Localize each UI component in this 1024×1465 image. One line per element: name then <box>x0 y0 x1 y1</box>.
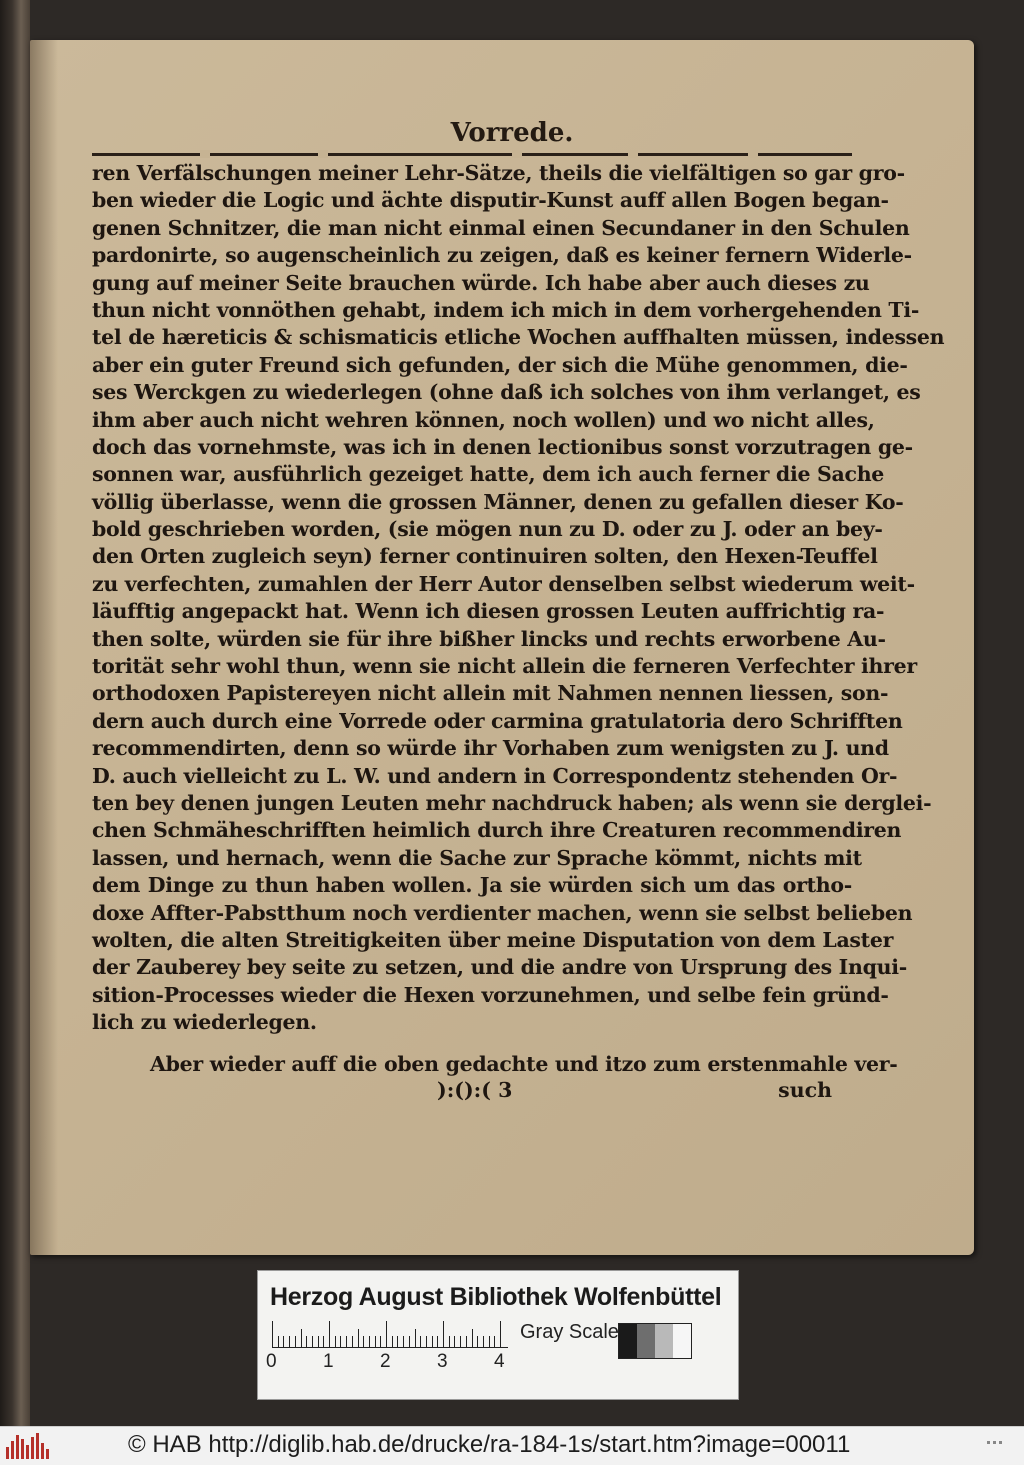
ruler-tick <box>358 1329 359 1347</box>
ruler-tick <box>375 1336 376 1347</box>
ruler-tick <box>306 1336 307 1347</box>
ruler-number: 3 <box>437 1351 448 1372</box>
ruler-tick <box>278 1336 279 1347</box>
text-line: recommendirten, denn so würde ihr Vorhaben zum wenigsten zu J. und <box>92 736 889 761</box>
hab-logo-icon <box>6 1433 50 1459</box>
text-line: gung auf meiner Seite brauchen würde. Ich habe aber auch dieses zu <box>92 270 870 295</box>
signature-mark: ):():( 3 <box>437 1077 513 1102</box>
page-footer <box>92 1078 852 1108</box>
ruler-tick <box>392 1336 393 1347</box>
copyright-url[interactable]: © HAB http://diglib.hab.de/drucke/ra-184-1s/start.htm?image=00011 <box>128 1431 851 1458</box>
ruler-tick <box>426 1336 427 1347</box>
ruler-tick <box>340 1336 341 1347</box>
status-bar <box>0 1426 1024 1465</box>
ruler-tick <box>272 1321 273 1347</box>
ruler-tick <box>283 1336 284 1347</box>
text-line: der Zauberey bey seite zu setzen, und die andre von Ursprung des Inqui- <box>92 955 907 980</box>
ruler-tick <box>454 1336 455 1347</box>
ruler-tick <box>432 1336 433 1347</box>
text-line: ses Werckgen zu wiederlegen (ohne daß ich solches von ihm verlanget, es <box>92 380 921 405</box>
text-line: lassen, und hernach, wenn die Sache zur Sprache kömmt, nichts mit <box>92 845 862 870</box>
text-line: sonnen war, ausführlich gezeiget hatte, dem ich auch ferner die Sache <box>92 462 885 487</box>
ruler-tick <box>477 1336 478 1347</box>
ruler-tick <box>318 1336 319 1347</box>
text-line: lich zu wiederlegen. <box>92 1010 317 1035</box>
text-line: den Orten zugleich seyn) ferner continuiren solten, den Hexen-Teuffel <box>92 544 878 569</box>
ruler-tick <box>352 1336 353 1347</box>
ruler-number: 2 <box>380 1351 391 1372</box>
text-line: ren Verfälschungen meiner Lehr-Sätze, theils die vielfältigen so gar gro- <box>92 161 905 185</box>
ruler-tick <box>403 1336 404 1347</box>
ruler-tick <box>369 1336 370 1347</box>
ruler-tick <box>397 1336 398 1347</box>
rule-break <box>318 150 328 158</box>
text-line: then solte, würden sie für ihre bißher lincks und rechts erworbene Au- <box>92 626 886 651</box>
ruler-tick <box>386 1321 387 1347</box>
rule-break <box>748 150 758 158</box>
paragraph-start: Aber wieder auff die oben gedachte und itzo zum erstenmahle ver- <box>150 1051 898 1076</box>
ruler-tick <box>301 1329 302 1347</box>
body-text <box>92 160 945 1108</box>
ruler-number: 4 <box>494 1351 505 1372</box>
text-line: torität sehr wohl thun, wenn sie nicht allein die ferneren Verfechter ihrer <box>92 654 917 679</box>
ruler-tick <box>472 1329 473 1347</box>
text-line: zu verfechten, zumahlen der Herr Autor denselben selbst wiederum weit- <box>92 571 915 596</box>
text-line: ten bey denen jungen Leuten mehr nachdruck haben; als wenn sie derglei- <box>92 790 932 815</box>
library-name: Herzog August Bibliothek Wolfenbüttel <box>270 1283 722 1311</box>
gray-scale-swatches <box>618 1323 692 1359</box>
text-line: tel de hæreticis & schismaticis etliche Wochen auffhalten müssen, indessen <box>92 325 945 350</box>
ruler-tick <box>409 1336 410 1347</box>
text-line: wolten, die alten Streitigkeiten über meine Disputation von dem Laster <box>92 927 894 952</box>
ruler-tick <box>494 1336 495 1347</box>
text-line: D. auch vielleicht zu L. W. und andern in Correspondentz stehenden Or- <box>92 763 898 788</box>
text-line: doch das vornehmste, was ich in denen lectionibus sonst vorzutragen ge- <box>92 434 913 459</box>
catchword: such <box>778 1077 832 1102</box>
gray-swatch <box>673 1324 691 1358</box>
ruler-tick <box>415 1329 416 1347</box>
ruler-tick <box>289 1336 290 1347</box>
ruler-tick <box>323 1336 324 1347</box>
text-line: genen Schnitzer, die man nicht einmal einen Secundaner in den Schulen <box>92 215 910 240</box>
gray-swatch <box>637 1324 655 1358</box>
text-line: chen Schmäheschrifften heimlich durch ihre Creaturen recommendiren <box>92 818 902 843</box>
ruler-tick <box>466 1336 467 1347</box>
text-line: bold geschrieben worden, (sie mögen nun zu D. oder zu J. oder an bey- <box>92 517 883 542</box>
text-line: orthodoxen Papistereyen nicht allein mit Nahmen nennen liessen, son- <box>92 681 889 706</box>
ruler-numbers <box>266 1351 526 1375</box>
ruler-tick <box>500 1321 501 1347</box>
book-spine <box>0 0 30 1426</box>
ruler-tick <box>483 1336 484 1347</box>
ruler-number: 0 <box>266 1351 277 1372</box>
ruler-tick <box>449 1336 450 1347</box>
ruler-tick <box>460 1336 461 1347</box>
text-line: ihm aber auch nicht wehren können, noch wollen) und wo nicht alles, <box>92 407 875 432</box>
rule-break <box>512 150 522 158</box>
ruler-number: 1 <box>323 1351 334 1372</box>
text-line: sition-Processes wieder die Hexen vorzunehmen, und selbe fein gründ- <box>92 982 889 1007</box>
gray-swatch <box>655 1324 673 1358</box>
page-gutter-shadow <box>30 40 58 1255</box>
ruler-tick <box>335 1336 336 1347</box>
ruler-tick <box>329 1321 330 1347</box>
text-line: dem Dinge zu thun haben wollen. Ja sie würden sich um das ortho- <box>92 873 852 898</box>
text-line: aber ein guter Freund sich gefunden, der sich die Mühe genommen, die- <box>92 352 908 377</box>
ruler-tick <box>380 1336 381 1347</box>
text-line: doxe Affter-Pabstthum noch verdienter machen, wenn sie selbst belieben <box>92 900 913 925</box>
rule-break <box>200 150 210 158</box>
ruler-tick <box>363 1336 364 1347</box>
ruler-tick <box>346 1336 347 1347</box>
ruler-tick <box>489 1336 490 1347</box>
text-line: thun nicht vonnöthen gehabt, indem ich mich in dem vorhergehenden Ti- <box>92 297 920 322</box>
ruler-tick <box>312 1336 313 1347</box>
text-line: pardonirte, so augenscheinlich zu zeigen, daß es keiner fernern Widerle- <box>92 243 912 268</box>
ruler-tick <box>420 1336 421 1347</box>
rule-break <box>628 150 638 158</box>
ruler-tick <box>443 1321 444 1347</box>
ruler-tick <box>295 1336 296 1347</box>
text-line: ben wieder die Logic und ächte disputir-Kunst auff allen Bogen began- <box>92 188 889 213</box>
ruler-tick <box>437 1336 438 1347</box>
more-icon[interactable] <box>987 1441 1002 1444</box>
page-header: Vorrede. <box>450 118 574 148</box>
text-line: dern auch durch eine Vorrede oder carmina gratulatoria dero Schrifften <box>92 708 903 733</box>
ruler-scale <box>272 1321 508 1348</box>
text-line: völlig überlasse, wenn die grossen Männer, denen zu gefallen dieser Ko- <box>92 489 904 514</box>
gray-scale-label: Gray Scale <box>520 1321 619 1343</box>
gray-swatch <box>619 1324 637 1358</box>
text-line: läufftig angepackt hat. Wenn ich diesen grossen Leuten auffrichtig ra- <box>92 599 885 624</box>
color-target-card <box>257 1270 739 1400</box>
